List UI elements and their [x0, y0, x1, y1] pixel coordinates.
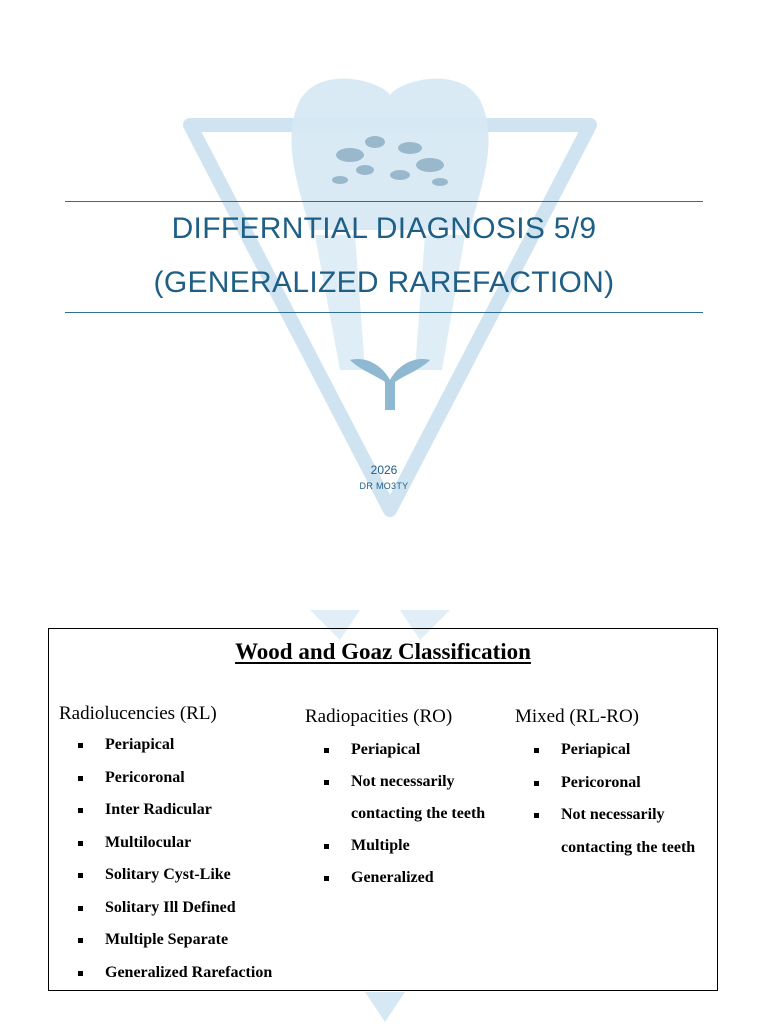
item-list [59, 735, 272, 995]
list-item: Periapical [305, 740, 485, 772]
column-mixed [515, 706, 695, 870]
classification-table [48, 628, 718, 991]
title-bottom-rule [65, 312, 703, 313]
list-item-continuation: contacting the teeth [561, 838, 696, 856]
classification-title: Wood and Goaz Classification [235, 639, 531, 664]
item-list [305, 740, 485, 900]
list-item: Periapical [515, 740, 695, 773]
column-radiopacities [305, 706, 485, 900]
list-item: Multiple Separate [59, 930, 272, 963]
page-title-line1: DIFFERNTIAL DIAGNOSIS 5/9 [171, 212, 597, 245]
list-item: Generalized Rarefaction [59, 963, 272, 996]
list-item: Multiple [305, 836, 485, 868]
column-heading: Mixed (RL-RO) [515, 706, 640, 727]
cover-author: DR MO3TY [359, 481, 409, 491]
column-heading: Radiopacities (RO) [305, 706, 453, 727]
list-item: Solitary Cyst-Like [59, 865, 272, 898]
list-item: Solitary Ill Defined [59, 898, 272, 931]
column-heading: Radiolucencies (RL) [59, 703, 217, 724]
watermark-fragment-icon [360, 990, 410, 1024]
column-radiolucencies [59, 703, 272, 995]
list-item: Multilocular [59, 833, 272, 866]
list-item: Not necessarily [515, 805, 695, 838]
title-top-rule [65, 201, 703, 202]
list-item: Pericoronal [59, 768, 272, 801]
page-title-line2: (GENERALIZED RAREFACTION) [153, 266, 615, 299]
cover-year: 2026 [370, 463, 398, 477]
list-item-continuation: contacting the teeth [351, 805, 486, 822]
list-item: Not necessarily [305, 772, 485, 804]
list-item: Pericoronal [515, 773, 695, 806]
list-item: Generalized [305, 868, 485, 900]
item-list [515, 740, 695, 870]
list-item: Periapical [59, 735, 272, 768]
list-item: Inter Radicular [59, 800, 272, 833]
